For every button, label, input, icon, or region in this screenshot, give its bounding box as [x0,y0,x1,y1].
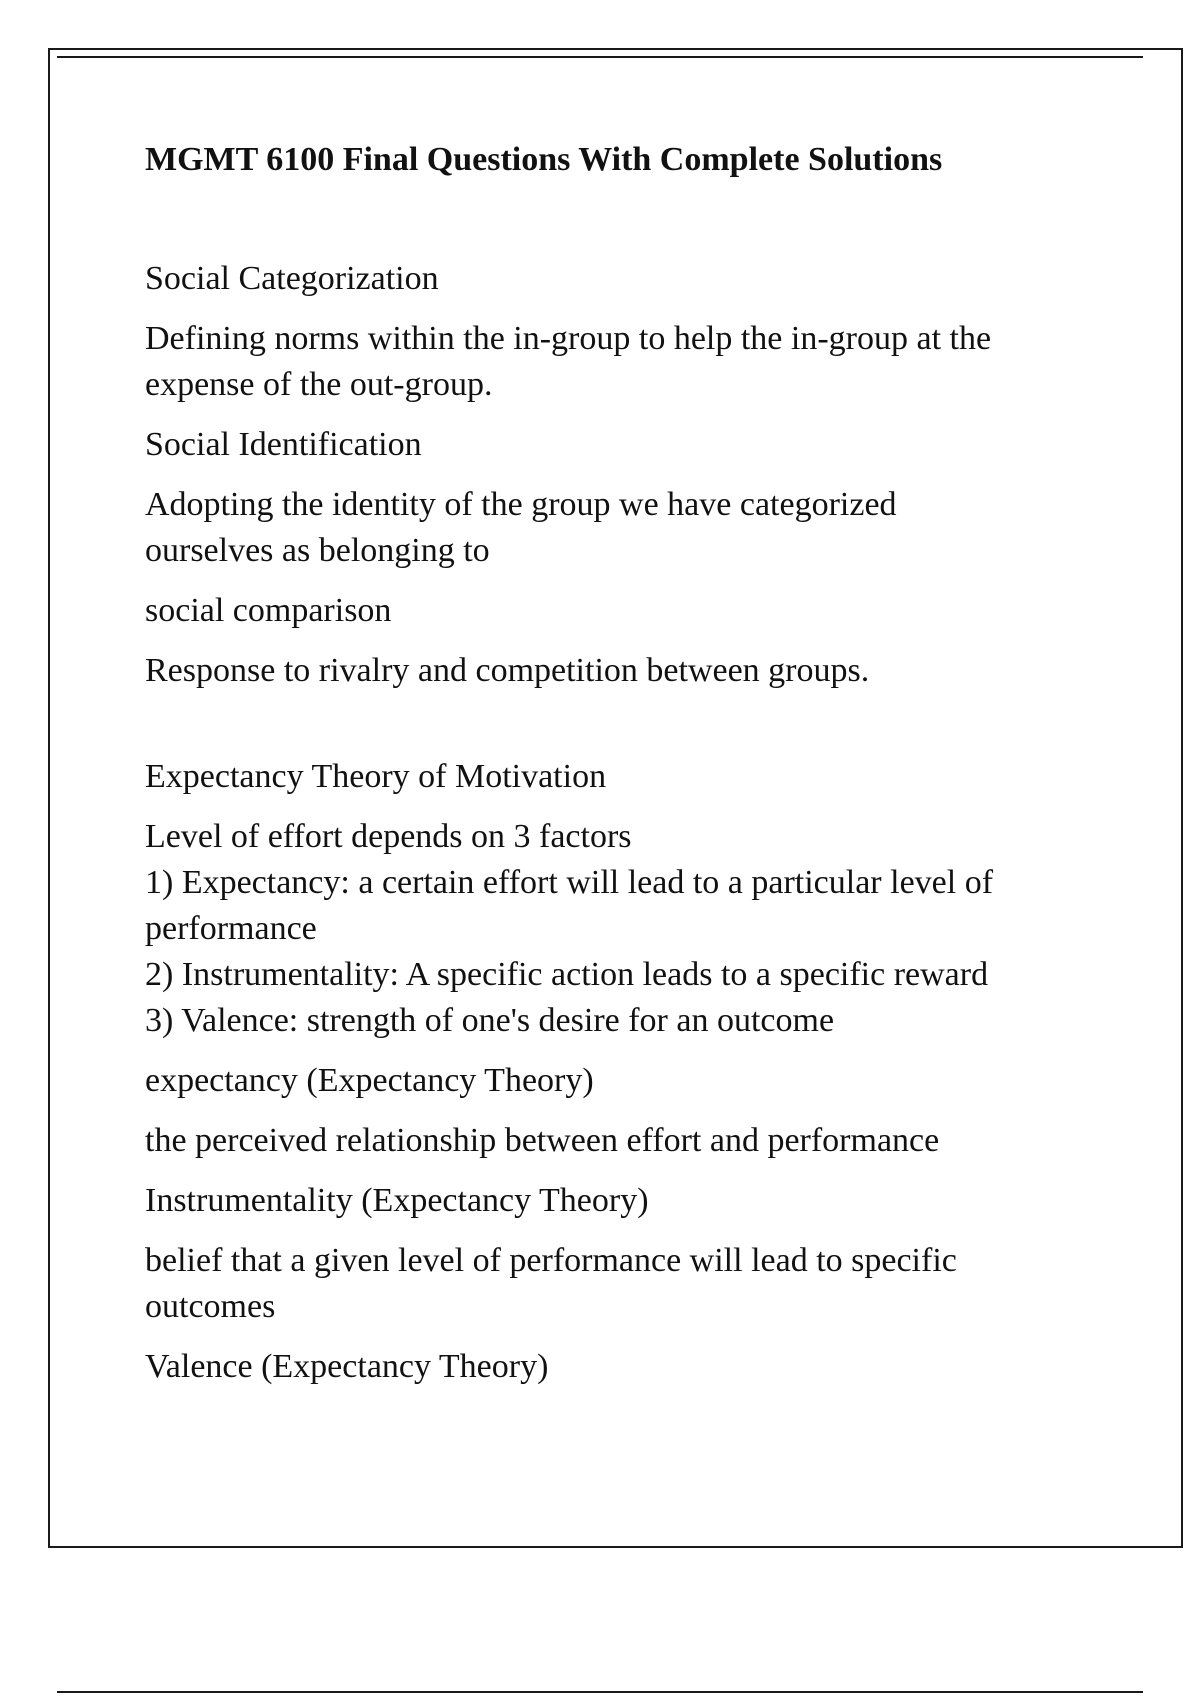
term-social-categorization: Social Categorization [145,260,439,297]
definition-social-identification: Adopting the identity of the group we have categorized ourselves as belonging to [145,486,897,569]
term-social-identification: Social Identification [145,426,422,463]
definition-social-categorization: Defining norms within the in-group to help the in-group at the expense of the out-group. [145,320,992,403]
definition-instrumentality: belief that a given level of performance will lead to specific outcomes [145,1242,957,1325]
bottom-rule [57,1691,1143,1693]
definition-expectancy: the perceived relationship between effort and performance [145,1122,940,1159]
document-body [145,140,1085,1404]
term-instrumentality: Instrumentality (Expectancy Theory) [145,1182,649,1219]
term-expectancy-theory: Expectancy Theory of Motivation [145,758,607,795]
definition-social-comparison: Response to rivalry and competition between groups. [145,652,870,689]
term-expectancy: expectancy (Expectancy Theory) [145,1062,594,1099]
top-rule [57,56,1143,58]
term-valence: Valence (Expectancy Theory) [145,1348,549,1385]
definition-expectancy-theory: Level of effort depends on 3 factors 1) Expectancy: a certain effort will lead to a particular level of performance 2) Instrumentality: A specific action leads to a specific reward 3) Valence: strength of one's desire for an outcome [145,818,994,1039]
term-social-comparison: social comparison [145,592,392,629]
document-title: MGMT 6100 Final Questions With Complete Solutions [145,141,943,178]
